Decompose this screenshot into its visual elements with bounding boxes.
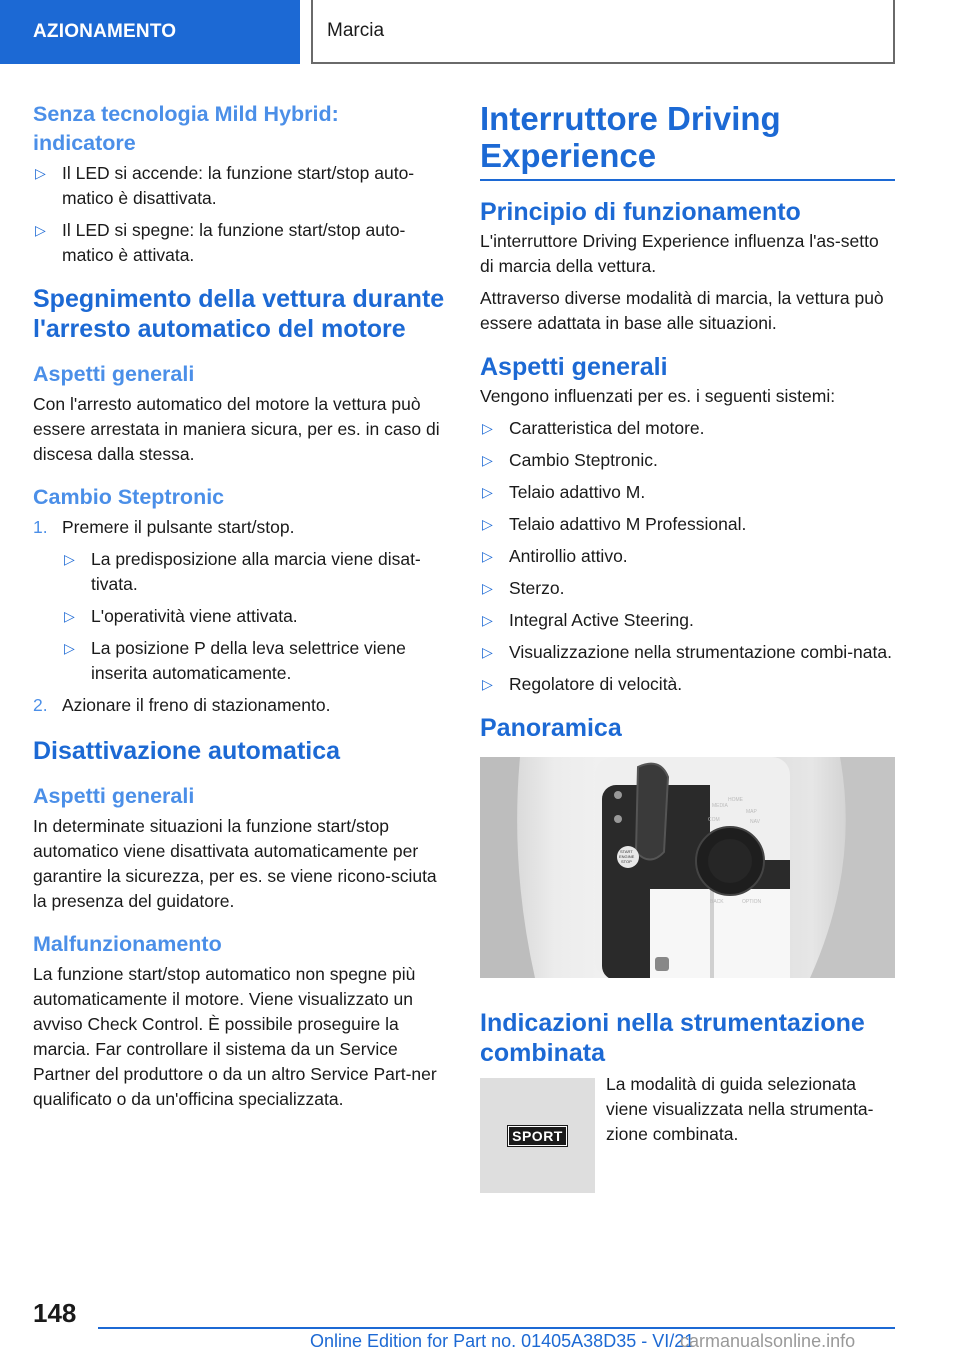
topic-header: Marcia [311,0,895,64]
watermark: carmanualsonline.info [680,1331,856,1351]
steps-list [33,515,447,718]
photo-label-nav: NAV [750,819,760,825]
photo-label-home: HOME [728,797,743,803]
heading-indicazioni: Indicazioni nella strumentazione combinata [480,1009,865,1067]
triangle-bullet-icon: ▷ [35,165,46,181]
led-list [33,161,447,268]
triangle-bullet-icon: ▷ [64,640,75,656]
heading-aspetti-generali: Aspetti generali [33,362,195,386]
systems-list [480,416,895,697]
list-item: ▷ Integral Active Steering. [480,608,895,633]
photo-label-start: START [620,849,633,854]
paragraph: Vengono influenzati per es. i seguenti sistemi: [480,386,836,406]
heading-disattivazione: Disattivazione automatica [33,737,341,765]
triangle-bullet-icon: ▷ [64,551,75,567]
photo-label-map: MAP [746,809,757,815]
list-item: ▷ L'operatività viene attivata. [62,604,447,629]
paragraph: Con l'arresto automatico del motore la vettura può essere arrestata in maniera sicura, per es. in caso di discesa dalla stessa. [33,394,440,464]
triangle-bullet-icon: ▷ [482,644,493,660]
triangle-bullet-icon: ▷ [64,608,75,624]
heading-principio: Principio di funzionamento [480,198,801,226]
list-item: ▷ Antirollio attivo. [480,544,895,569]
heading-cambio-steptronic: Cambio Steptronic [33,485,225,509]
list-item: ▷ La posizione P della leva selettrice viene inserita automaticamente. [64,638,406,683]
footer-edition: Online Edition for Part no. 01405A38D35 - VI/21 [310,1331,695,1351]
triangle-bullet-icon: ▷ [482,420,493,436]
section-tab: AZIONAMENTO [0,0,300,64]
console-illustration [480,757,895,978]
heading-panoramica: Panoramica [480,714,622,742]
left-column [33,100,447,1119]
center-console-photo [480,757,895,978]
step-item: 2. Azionare il freno di stazionamento. [33,693,447,718]
paragraph: Attraverso diverse modalità di marcia, la vettura può essere adattata in base alle situazioni. [480,288,884,333]
list-item: ▷ Telaio adattivo M. [480,480,895,505]
paragraph: In determinate situazioni la funzione start/stop automatico viene disattivata automaticamente per garantire la sicurezza, per es. se viene ricono-sciuta la presenza del guidatore. [33,816,437,911]
heading-aspetti-generali-3: Aspetti generali [480,353,668,381]
paragraph: La funzione start/stop automatico non spegne più automaticamente il motore. Viene visualizzato un avviso Check Control. È possibile proseguire la marcia. Far controllare il sistema da un Service Partner del produttore o da un altro Service Part-ner qualificato o da un'officina specializzata. [33,964,437,1109]
sport-indicator-image [480,1078,595,1193]
step-number: 2. [33,695,48,715]
list-item: ▷ Sterzo. [480,576,895,601]
triangle-bullet-icon: ▷ [35,222,46,238]
list-item: ▷ Il LED si accende: la funzione start/stop auto-matico è disattivata. [35,163,415,208]
page-number: 148 [33,1298,77,1328]
heading-aspetti-generali-2: Aspetti generali [33,784,195,808]
triangle-bullet-icon: ▷ [482,612,493,628]
list-item: ▷ Regolatore di velocità. [480,672,895,697]
step-item: 1. Premere il pulsante start/stop. ▷ La predisposizione alla marcia viene disat-tivata. ▷ L'operatività viene attivata. ▷ La posizione P della leva selettrice viene inserita automaticamente. [33,515,447,686]
photo-label-stop: STOP [621,859,632,864]
list-item: ▷ Cambio Steptronic. [480,448,895,473]
triangle-bullet-icon: ▷ [482,548,493,564]
list-item: ▷ Il LED si spegne: la funzione start/stop auto-matico è attivata. [35,220,406,265]
step-number: 1. [33,517,48,537]
triangle-bullet-icon: ▷ [482,484,493,500]
photo-label-engine: ENGINE [619,854,635,859]
heading-mild-hybrid: Senza tecnologia Mild Hybrid: indicatore [33,102,339,155]
right-column [480,100,895,1193]
triangle-bullet-icon: ▷ [482,516,493,532]
sport-badge: SPORT [508,1126,567,1146]
paragraph: La modalità di guida selezionata viene visualizzata nella strumenta-zione combinata. [606,1074,874,1144]
list-item: ▷ Caratteristica del motore. [480,416,895,441]
heading-malfunzionamento: Malfunzionamento [33,932,222,956]
triangle-bullet-icon: ▷ [482,676,493,692]
title-rule [480,179,895,181]
main-title: Interruttore Driving Experience [480,100,781,174]
triangle-bullet-icon: ▷ [482,580,493,596]
heading-spegnimento: Spegnimento della vettura durante l'arresto automatico del motore [33,285,445,343]
photo-label-back: BACK [710,899,724,905]
paragraph: L'interruttore Driving Experience influenza l'as-setto di marcia della vettura. [480,231,879,276]
list-item: ▷ La predisposizione alla marcia viene disat-tivata. [64,549,421,594]
photo-label-option: OPTION [742,899,762,905]
triangle-bullet-icon: ▷ [482,452,493,468]
photo-label-com: COM [708,817,720,823]
indicator-block [480,1072,895,1193]
step-results-list [62,547,447,686]
footer-rule [98,1327,895,1329]
list-item: ▷ Telaio adattivo M Professional. [480,512,895,537]
list-item: ▷ Visualizzazione nella strumentazione combi-nata. [480,640,895,665]
photo-label-media: MEDIA [712,803,728,809]
